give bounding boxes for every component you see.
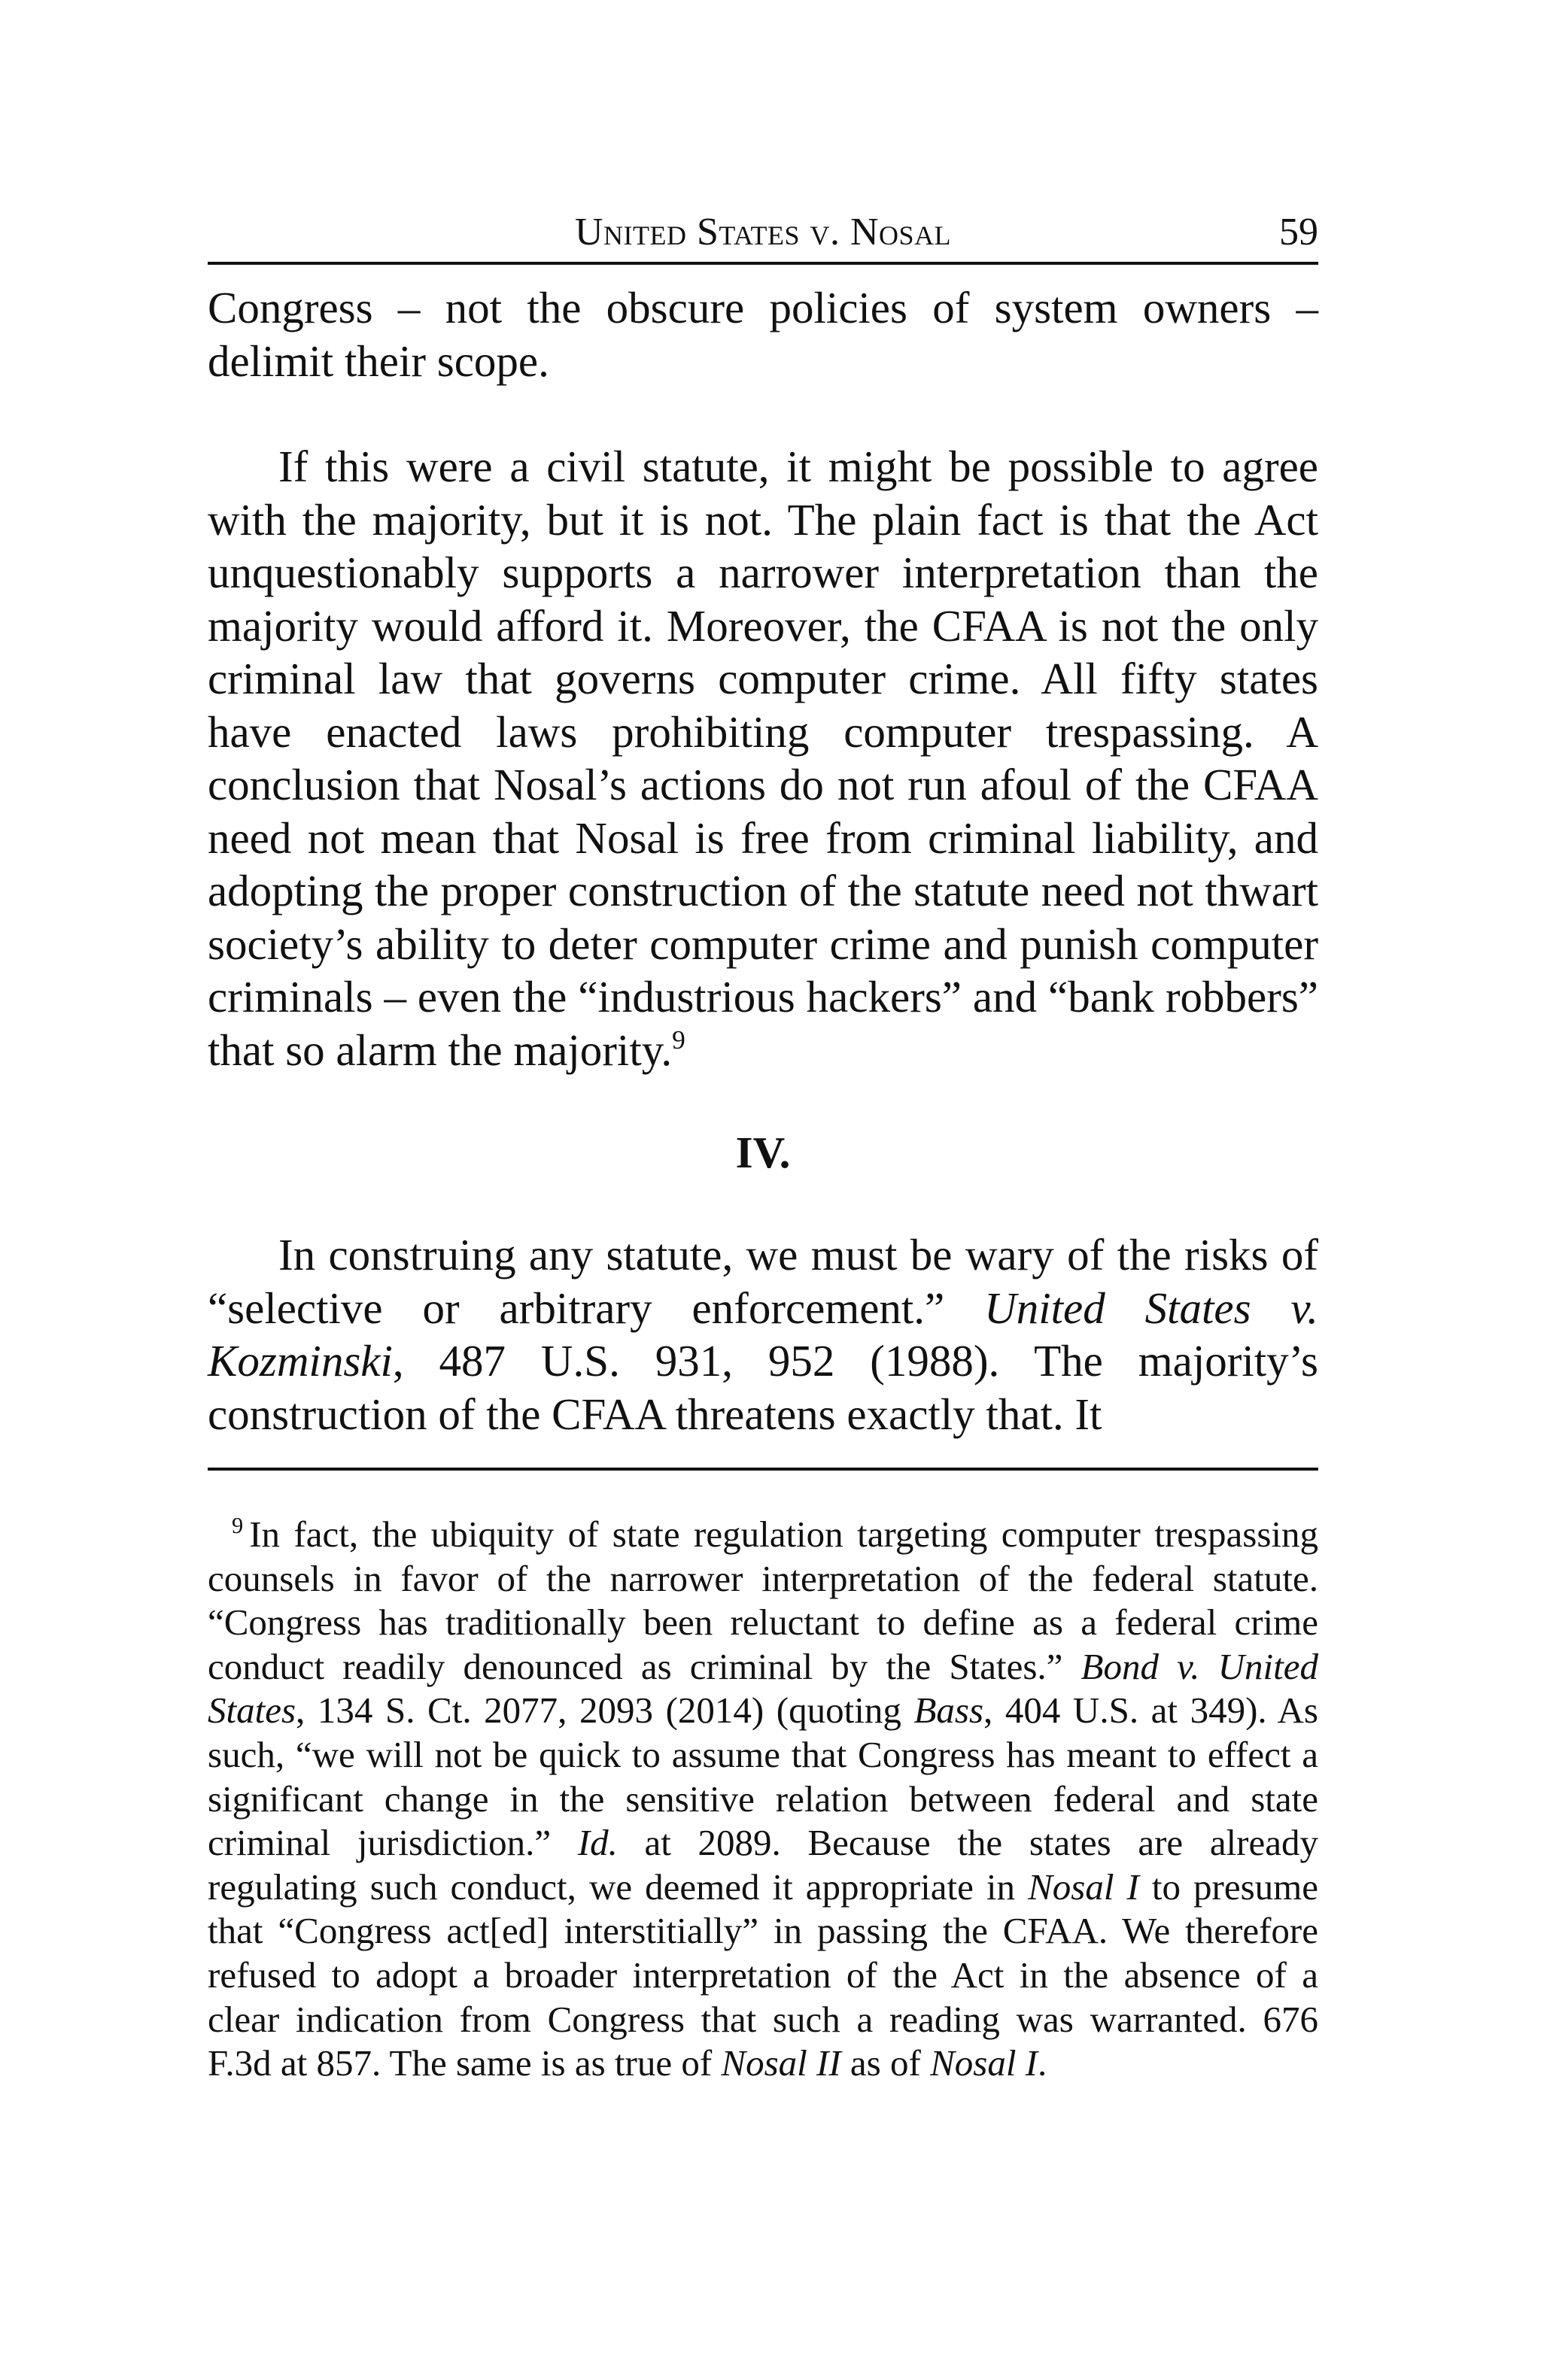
footnote-number: 9	[232, 1512, 244, 1538]
case-citation: United States v. Kozminski	[208, 1283, 1318, 1386]
footnote-text: at 2089. Because the states are already regulating such conduct, we deemed it appropriate in	[208, 1822, 1318, 1908]
footnote-text: as of	[840, 2042, 931, 2084]
case-citation: Nosal I	[1028, 1865, 1139, 1908]
case-citation: Nosal II	[721, 2042, 841, 2084]
running-title: United States v. Nosal	[574, 211, 952, 253]
section-heading: IV.	[735, 1128, 791, 1177]
case-citation: Nosal I	[930, 2042, 1038, 2084]
case-citation: Bass	[913, 1689, 984, 1732]
footnote-9	[208, 1513, 1318, 2086]
paragraph-text: In construing any statute, we must be wary of the risks of “selective or arbitrary enforcement.”	[208, 1230, 1318, 1333]
paragraph-civil-statute-text: If this were a civil statute, it might be possible to agree with the majority, but it is not. The plain fact is that the Act unquestionably supports a narrower interpretation than the majority would afford it. Moreover, the CFAA is not the only criminal law that governs computer crime. All fifty states have enacted laws prohibiting computer trespassing. A conclusion that Nosal’s actions do not run afoul of the CFAA need not mean that Nosal is free from criminal liability, and adopting the proper construction of the statute need not thwart society’s ability to deter computer crime and punish computer criminals – even the “industrious hackers” and “bank robbers” that so alarm the majority.	[208, 442, 1318, 1075]
document-page	[208, 203, 1318, 2123]
paragraph-continuation-text: Congress – not the obscure policies of system owners – delimit their scope.	[208, 283, 1318, 386]
case-citation: Id.	[577, 1822, 618, 1864]
footnote-text: In fact, the ubiquity of state regulation targeting computer trespassing counsels in favor of the narrower interpretation of the federal statute. “Congress has traditionally been reluctant to define as a federal crime conduct readily denounced as criminal by the States.”	[208, 1513, 1318, 1687]
paragraph-text: , 487 U.S. 931, 952 (1988). The majority’s construction of the CFAA threatens exactly that. It	[208, 1336, 1318, 1439]
footnote-reference: 9	[672, 1024, 685, 1055]
page-number: 59	[1279, 211, 1318, 253]
paragraph-continuation	[208, 281, 1318, 387]
running-header	[208, 203, 1318, 265]
paragraph-construing-statute	[208, 1228, 1318, 1440]
paragraph-civil-statute	[208, 440, 1318, 1076]
case-citation: Bond v. United States	[208, 1645, 1318, 1732]
footnote-text: , 404 U.S. at 349). As such, “we will not be quick to assume that Congress has meant to effect a significant change in the sensitive relation between federal and state criminal jurisdiction.”	[208, 1689, 1318, 1864]
footnote-text: to presume that “Congress act[ed] interstitially” in passing the CFAA. We therefore refused to adopt a broader interpretation of the Act in the absence of a clear indication from Congress that such a reading was warranted. 676 F.3d at 857. The same is as true of	[208, 1865, 1318, 2084]
footnote-text: .	[1038, 2042, 1047, 2084]
footnote-divider	[208, 1468, 1318, 1471]
footnote-text: , 134 S. Ct. 2077, 2093 (2014) (quoting	[296, 1689, 914, 1732]
